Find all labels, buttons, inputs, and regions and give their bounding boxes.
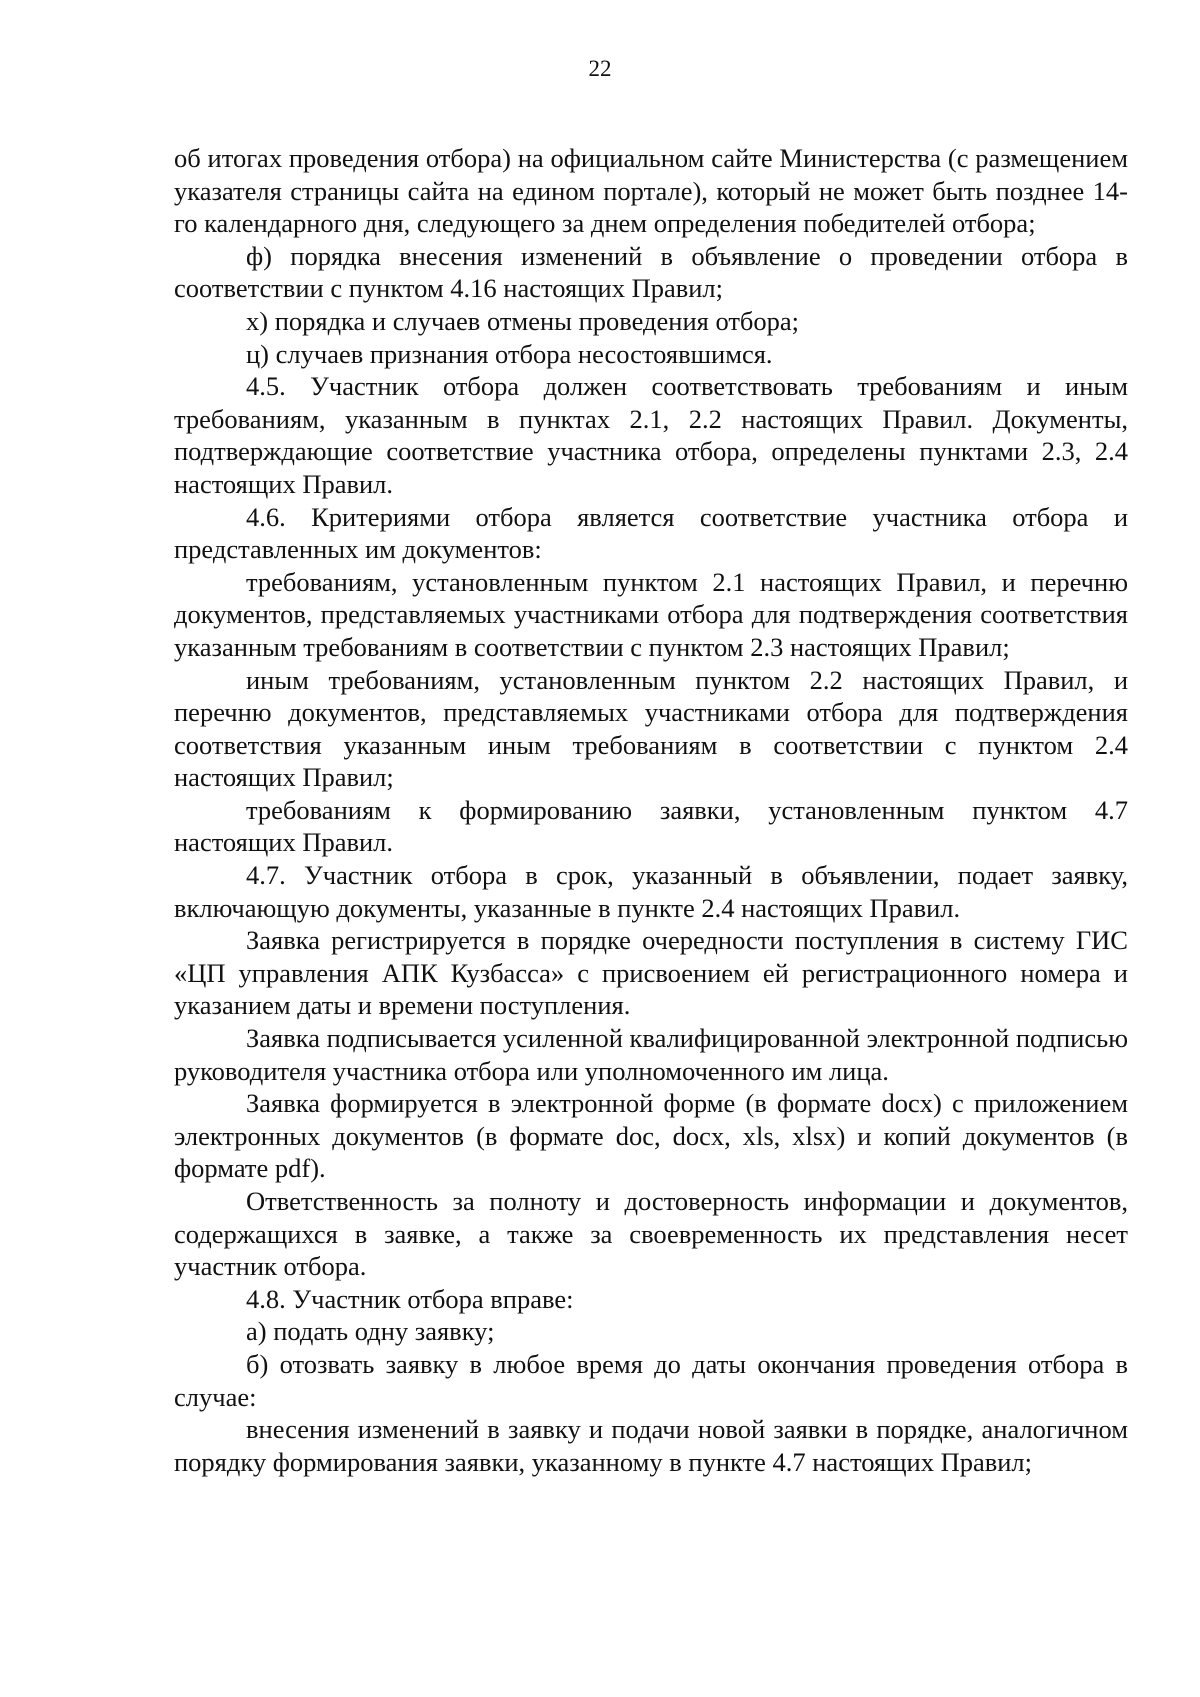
paragraph-responsibility: Ответственность за полноту и достоверность информации и документов, содержащихся в заявке, а также за своевременность их представления несет участник отбора. [174,1186,1128,1282]
paragraph-continuation: об итогах проведения отбора) на официальном сайте Министерства (с размещением указателя страницы сайта на едином портале), который не может быть позднее 14-го календарного дня, следующего за днем определения победителей отбора; [174,143,1128,239]
paragraph-signature: Заявка подписывается усиленной квалифицированной электронной подписью руководителя участника отбора или уполномоченного им лица. [174,1023,1128,1086]
paragraph-format: Заявка формируется в электронной форме (в формате docx) с приложением электронных документов (в формате doc, docx, xls, xlsx) и копий документов (в формате pdf). [174,1088,1128,1184]
paragraph-item-kh: х) порядка и случаев отмены проведения отбора; [246,305,800,336]
paragraph-criteria-2: иным требованиям, установленным пунктом 2.2 настоящих Правил, и перечню документов, представляемых участниками отбора для подтверждения соответствия указанным иным требованиям в соответствии с пунктом 2.4 настоящих Правил; [174,664,1128,793]
paragraph-item-ts: ц) случаев признания отбора несостоявшимся. [246,338,773,369]
paragraph-4-5: 4.5. Участник отбора должен соответствовать требованиям и иным требованиям, указанным в пунктах 2.1, 2.2 настоящих Правил. Документы, подтверждающие соответствие участника отбора, определены пунктами 2.3, 2.4 настоящих Правил. [174,371,1128,499]
paragraph-changes: внесения изменений в заявку и подачи новой заявки в порядке, аналогичном порядку формирования заявки, указанному в пункте 4.7 настоящих Правил; [174,1414,1128,1477]
paragraph-criteria-1: требованиям, установленным пунктом 2.1 настоящих Правил, и перечню документов, представляемых участниками отбора для подтверждения соответствия указанным требованиям в соответствии с пунктом 2.3 настоящих Правил; [174,566,1128,662]
paragraph-item-f: ф) порядка внесения изменений в объявление о проведении отбора в соответствии с пунктом 4.16 настоящих Правил; [174,240,1128,304]
paragraph-4-6: 4.6. Критериями отбора является соответствие участника отбора и представленных им документов: [174,501,1128,565]
paragraph-item-a: а) подать одну заявку; [246,1316,495,1347]
paragraph-registration: Заявка регистрируется в порядке очередности поступления в систему ГИС «ЦП управления АПК Кузбасса» с присвоением ей регистрационного номера и указанием даты и времени поступления. [174,925,1128,1021]
paragraph-4-7: 4.7. Участник отбора в срок, указанный в объявлении, подает заявку, включающую документы, указанные в пункте 2.4 настоящих Правил. [174,860,1128,923]
document-body [174,142,1128,1478]
paragraph-criteria-3: требованиям к формированию заявки, установленным пунктом 4.7 настоящих Правил. [174,794,1128,858]
page-number: 22 [588,56,612,81]
paragraph-4-8: 4.8. Участник отбора вправе: [246,1283,574,1314]
paragraph-item-b: б) отозвать заявку в любое время до даты окончания проведения отбора в случае: [174,1348,1128,1412]
